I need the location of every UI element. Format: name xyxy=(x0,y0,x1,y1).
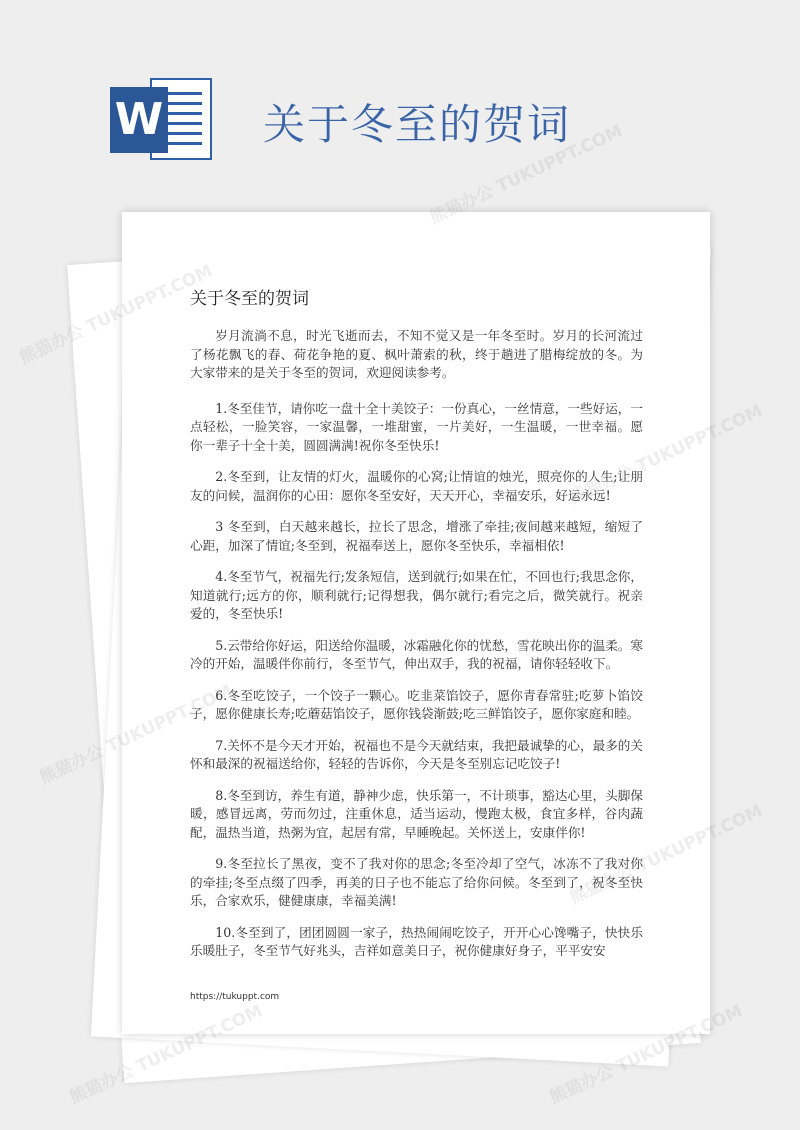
greeting-paragraph: 9.冬至拉长了黑夜，变不了我对你的思念;冬至冷却了空气，冰冻不了我对你的牵挂;冬至点缀了四季，再美的日子也不能忘了给你问候。冬至到了，祝冬至快乐，合家欢乐，健健康康，幸福美满! xyxy=(190,856,643,908)
document-page xyxy=(122,212,710,1034)
greeting-paragraph: 1.冬至佳节，请你吃一盘十全十美饺子：一份真心，一丝情意，一些好运，一点轻松，一脸笑容，一家温馨，一堆甜蜜，一片美好，一生温暖，一世幸福。愿你一辈子十全十美，圆圆满满!祝你冬至快乐! xyxy=(190,400,643,453)
intro-paragraph: 岁月流淌不息，时光飞逝而去，不知不觉又是一年冬至时。岁月的长河流过了杨花飘飞的春、荷花争艳的夏、枫叶萧索的秋，终于趟进了腊梅绽放的冬。为大家带来的是关于冬至的贺词，欢迎阅读参考。 xyxy=(190,328,643,380)
greeting-paragraph: 4.冬至节气，祝福先行;发条短信，送到就行;如果在忙，不回也行;我思念你，知道就行;远方的你，顺利就行;记得想我，偶尔就行;看完之后，微笑就行。祝亲爱的，冬至快乐! xyxy=(190,569,643,621)
greeting-paragraph: 7.关怀不是今天才开始，祝福也不是今天就结束，我把最诚挚的心，最多的关怀和最深的祝福送给你，轻轻的告诉你，今天是冬至别忘记吃饺子! xyxy=(190,737,643,771)
word-app-icon xyxy=(110,78,212,160)
page-title: 关于冬至的贺词 xyxy=(263,100,572,149)
greeting-paragraph: 10.冬至到了，团团圆圆一家子，热热闹闹吃饺子，开开心心馋嘴子，快快乐乐暖肚子，冬至节气好兆头，吉祥如意美日子，祝你健康好身子，平平安安 xyxy=(190,924,643,958)
watermark: 熊猫办公 TUKUPPT.COM xyxy=(426,121,626,229)
document-body xyxy=(190,327,643,974)
word-letter-icon: W xyxy=(110,87,168,153)
watermark: 熊猫办公 xyxy=(546,1061,617,1109)
document-title: 关于冬至的贺词 xyxy=(190,289,309,309)
greeting-paragraph: 6.冬至吃饺子，一个饺子一颗心。吃韭菜馅饺子，愿你青春常驻;吃萝卜馅饺子，愿你健康长寿;吃蘑菇馅饺子，愿你钱袋渐鼓;吃三鲜馅饺子，愿你家庭和睦。 xyxy=(190,687,643,721)
greeting-paragraph: 8.冬至到访，养生有道，静神少虑，快乐第一，不计琐事，豁达心里，头脚保暖，感冒远离，劳而勿过，注重休息，适当运动，慢跑太极，食宜多样，谷肉蔬配，温热当道，热粥为宜，起居有常，早睡晚起。关怀送上，安康伴你! xyxy=(190,787,643,840)
watermark: 熊猫办公 xyxy=(16,321,87,369)
greeting-paragraph: 2.冬至到，让友情的灯火，温暖你的心窝;让情谊的烛光，照亮你的人生;让朋友的问候，温润你的心田：愿你冬至安好，天天开心，幸福安乐，好运永远! xyxy=(190,469,643,503)
document-footer-url: https://tukuppt.com xyxy=(190,992,280,1002)
greeting-paragraph: 3 冬至到，白天越来越长，拉长了思念，增涨了牵挂;夜间越来越短，缩短了心距，加深了情谊;冬至到，祝福奉送上，愿你冬至快乐，幸福相依! xyxy=(190,519,643,553)
greeting-paragraph: 5.云带给你好运，阳送给你温暖，冰霜融化你的忧愁，雪花映出你的温柔。寒冷的开始，温暖伴你前行，冬至节气，伸出双手，我的祝福，请你轻轻收下。 xyxy=(190,637,643,671)
watermark: 熊猫办公 xyxy=(36,741,107,789)
